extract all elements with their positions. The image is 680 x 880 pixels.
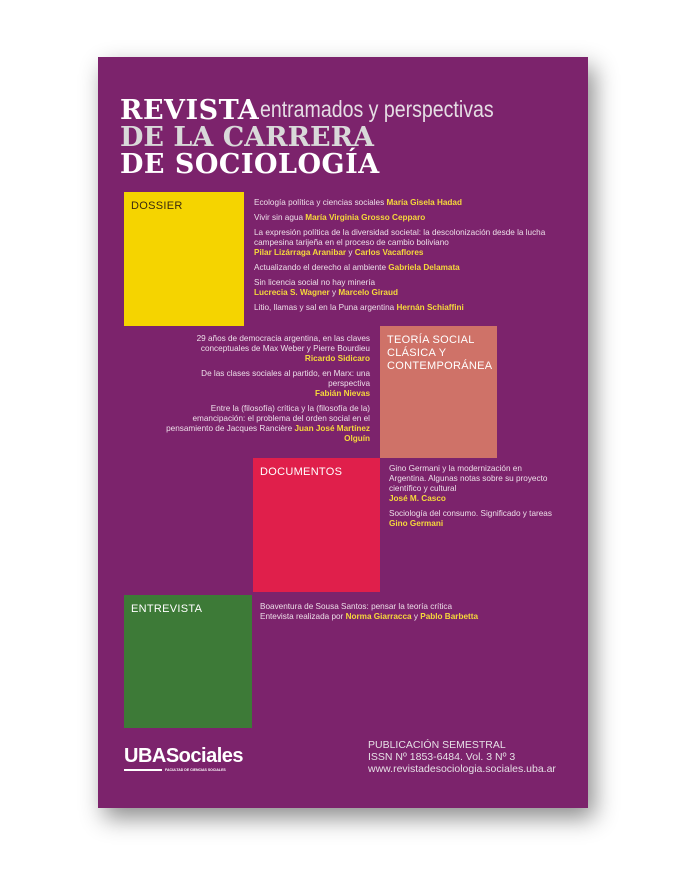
title-line3: DE SOCIOLOGÍA	[120, 149, 380, 180]
article: Sin licencia social no hay minería Lucrecia S. Wagner y Marcelo Giraud	[254, 278, 398, 297]
article: La expresión política de la diversidad societal: la descolonización desde la lucha campesina tarijeña en el proceso de cambio boliviano Pilar Lizárraga Aranibar y Carlos Vacaflores	[254, 228, 546, 257]
publication-frequency: PUBLICACIÓN SEMESTRAL	[368, 739, 506, 751]
article: Vivir sin agua María Virginia Grosso Cepparo	[254, 213, 426, 222]
magazine-cover	[98, 57, 588, 808]
title-revista: REVISTA	[120, 95, 260, 126]
dossier-label: DOSSIER	[131, 200, 183, 212]
teoria-label: TEORÍA SOCIAL CLÁSICA Y CONTEMPORÁNEA	[387, 334, 493, 372]
uba-sociales-logo: UBASociales FACULTAD DE CIENCIAS SOCIALES	[124, 745, 244, 772]
documentos-articles	[389, 464, 554, 534]
article: Litio, llamas y sal en la Puna argentina Hernán Schiaffini	[254, 303, 464, 312]
article: Boaventura de Sousa Santos: pensar la teoría crítica Entevista realizada por Norma Giarracca y Pablo Barbetta	[260, 602, 479, 621]
article: Ecología política y ciencias sociales María Gisela Hadad	[254, 198, 462, 207]
teoria-articles	[158, 334, 370, 449]
subtitle: entramados y perspectivas	[260, 96, 494, 122]
article: 29 años de democracia argentina, en las claves conceptuales de Max Weber y Pierre Bourdieu Ricardo Sidicaro	[196, 334, 370, 363]
dossier-block	[124, 192, 244, 326]
article: Sociología del consumo. Significado y tareas Gino Germani	[389, 509, 552, 528]
entrevista-articles	[260, 602, 560, 627]
issn: ISSN Nº 1853-6484. Vol. 3 Nº 3	[368, 751, 516, 763]
entrevista-block	[124, 595, 252, 728]
publication-info	[368, 739, 556, 775]
website-url: www.revistadesociologia.sociales.uba.ar	[368, 763, 556, 775]
documentos-label: DOCUMENTOS	[260, 466, 343, 478]
entrevista-label: ENTREVISTA	[131, 603, 203, 615]
article: Entre la (filosofía) crítica y la (filosofía de la) emancipación: el problema del orden social en el pensamiento de Jacques Rancière Juan José Martínez Olguín	[166, 404, 370, 443]
article: De las clases sociales al partido, en Marx: una perspectiva Fabián Nievas	[201, 369, 370, 398]
article: Gino Germani y la modernización en Argentina. Algunas notas sobre su proyecto científico y cultural José M. Casco	[389, 464, 548, 503]
dossier-articles	[254, 198, 574, 318]
title-line2: DE LA CARRERA	[120, 122, 375, 153]
documentos-block	[253, 458, 380, 592]
teoria-block	[380, 326, 497, 458]
article: Actualizando el derecho al ambiente Gabriela Delamata	[254, 263, 460, 272]
